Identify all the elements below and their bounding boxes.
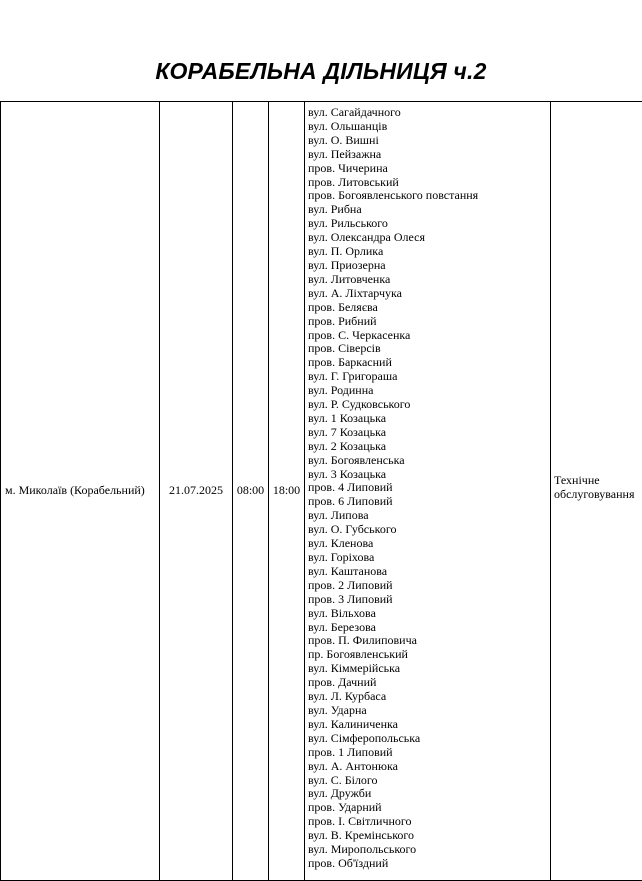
street-item: вул. А. Ліхтарчука [308, 285, 402, 300]
street-item: пров. 3 Липовий [308, 591, 393, 606]
street-item: вул. Дружби [308, 786, 372, 801]
street-item: вул. Родинна [308, 383, 374, 398]
street-item: вул. Богоявленська [308, 452, 405, 467]
street-item: пр. Богоявленський [308, 647, 408, 662]
street-item: пров. Беляєва [308, 299, 378, 314]
street-item: вул. Рильського [308, 216, 388, 231]
street-item: вул. Литовченка [308, 271, 391, 286]
street-item: пров. 6 Липовий [308, 494, 393, 509]
street-item: пров. Баркасний [308, 355, 392, 370]
schedule-table [0, 101, 642, 881]
street-item: вул. П. Орлика [308, 244, 384, 259]
street-item: вул. Рибна [308, 202, 362, 217]
location-cell: м. Миколаїв (Корабельний) [1, 102, 160, 881]
work-type-cell: Технічне обслуговування [551, 94, 642, 881]
street-item: вул. Сагайдачного [308, 105, 401, 119]
street-item: вул. Каштанова [308, 563, 388, 578]
street-item: вул. Липова [308, 508, 369, 523]
street-item: вул. 7 Козацька [308, 424, 387, 439]
street-item: вул. Ольшанців [308, 118, 388, 133]
street-item: пров. Литовський [308, 174, 399, 189]
street-item: вул. Горіхова [308, 550, 375, 564]
street-item: вул. Кіммерійська [308, 661, 401, 676]
time-start-cell: 08:00 [233, 102, 269, 881]
street-item: пров. Об'їздний [308, 855, 389, 870]
street-item: пров. Дачний [308, 675, 377, 690]
street-item: вул. А. Антонюка [308, 758, 398, 773]
street-item: вул. С. Білого [308, 772, 378, 787]
street-item: вул. Л. Курбаса [308, 689, 387, 704]
street-item: вул. Приозерна [308, 257, 386, 272]
time-end-cell: 18:00 [269, 102, 305, 881]
street-item: вул. Р. Судковського [308, 397, 411, 412]
street-item: вул. 1 Козацька [308, 410, 387, 425]
street-item: вул. Миропольського [308, 842, 417, 857]
page-title: КОРАБЕЛЬНА ДІЛЬНИЦЯ ч.2 [155, 58, 487, 84]
street-item: вул. 3 Козацька [308, 466, 387, 481]
street-item: вул. О. Губського [308, 522, 397, 537]
street-item: вул. Ударна [308, 702, 367, 717]
street-item: пров. Сіверсів [308, 341, 381, 356]
street-item: пров. С. Черкасенка [308, 327, 411, 342]
street-item: вул. Кленова [308, 536, 374, 551]
street-item: пров. Рибний [308, 313, 377, 328]
street-item: пров. 2 Липовий [308, 577, 393, 592]
street-item: пров. Богоявленського повстання [308, 188, 479, 203]
street-item: пров. П. Филиповича [308, 633, 417, 648]
street-item: пров. 1 Липовий [308, 744, 393, 759]
date-cell: 21.07.2025 [160, 102, 233, 881]
street-item: вул. Г. Григораша [308, 369, 398, 384]
street-item: пров. Чичерина [308, 160, 388, 175]
street-item: вул. Березова [308, 619, 376, 634]
street-item: пров. 4 Липовий [308, 480, 393, 495]
street-item: вул. Пейзажна [308, 146, 382, 161]
street-item: вул. Олександра Олеся [308, 230, 426, 245]
street-item: вул. Вільхова [308, 605, 376, 620]
street-item: вул. В. Кремінського [308, 828, 415, 843]
street-item: вул. О. Вишні [308, 132, 379, 147]
street-item: вул. 2 Козацька [308, 438, 387, 453]
street-item: пров. Ударний [308, 800, 382, 815]
street-item: вул. Сімферопольська [308, 730, 421, 745]
streets-cell [305, 102, 551, 881]
street-item: пров. І. Світличного [308, 814, 412, 829]
street-item: вул. Калиниченка [308, 716, 399, 731]
